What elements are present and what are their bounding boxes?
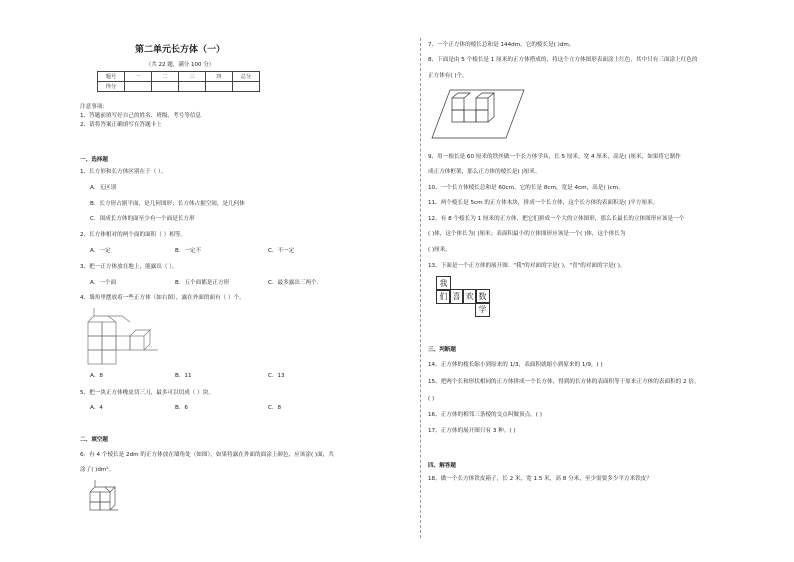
- score-table: [97, 71, 260, 92]
- section-heading: 一、选择题: [80, 157, 108, 163]
- column-divider: [420, 38, 421, 538]
- option-text: C．不一定: [268, 248, 295, 254]
- score-input-cell[interactable]: [179, 82, 206, 92]
- cube-plane-figure: [430, 86, 526, 140]
- question-text: 5、把一块正方体橡皮切三刀，最多可以切成（ ）块。: [80, 390, 214, 396]
- question-text: 10、一个长方体棱长总和是 60cm，它的长是 8cm，宽是 4cm，高是( )cm。: [428, 185, 624, 191]
- score-cell: 二: [152, 72, 179, 82]
- option-text: A．4: [90, 405, 103, 411]
- option-text: B．6: [175, 405, 188, 411]
- corner-cubes-figure: [86, 478, 120, 512]
- net-cell: 我: [436, 276, 451, 291]
- net-cell: 喜: [449, 289, 464, 304]
- option-text: B．五个面都是正方形: [175, 280, 230, 286]
- option-text: A．8: [90, 373, 103, 379]
- net-cell: 学: [475, 302, 490, 317]
- score-input-cell[interactable]: [206, 82, 233, 92]
- score-table-score-row: [98, 82, 260, 92]
- score-input-cell[interactable]: [233, 82, 260, 92]
- question-text: 3、把一正方体放在地上，能露出（ ）。: [80, 264, 178, 270]
- score-cell: 三: [179, 72, 206, 82]
- option-text: A．一个面: [90, 280, 117, 286]
- question-text: 8、下面是由 5 个棱长是 1 厘米的正方体搭成的，将这个立方体图形表面涂上红色，其中只有三面涂上红色的: [428, 57, 698, 63]
- question-text: 12、有 8 个棱长为 1 厘米的正方体，把它们拼成一个大的立体图形，那么长最长的立体图形应该是一个: [428, 216, 685, 222]
- score-table-header-row: [98, 72, 260, 82]
- question-text: 1、长方形和长方体区别在于（ ）。: [80, 169, 167, 175]
- question-text: 18、做一个长方体铁皮箱子，长 2 米，宽 1.5 米，高 8 分米，至少需要多少平方米铁皮？: [428, 476, 652, 482]
- question-text: 9、用一根长是 60 厘米的铁丝做一个长方体学具，长 5 厘米，宽 4 厘米，高是( )厘米，如果将它制作: [428, 154, 681, 160]
- net-cell: 们: [436, 289, 451, 304]
- note-item: 1、答题前填写好自己的姓名、班级、考号等信息: [80, 113, 202, 119]
- question-text: 16、正方体的相邻三条棱的交点叫做顶点。( ): [428, 412, 542, 418]
- question-text: ( ): [428, 396, 435, 402]
- question-text: 14、正方体的棱长缩小到原来的 1/3，表面积就缩小到原来的 1/9。( ): [428, 362, 603, 368]
- question-text: ( )体，这个体长为( )厘米；表面积最小的立体图形应该是一个( )体，这个体长为: [428, 231, 626, 237]
- option-text: B．11: [175, 373, 192, 379]
- question-text: 成正方体框架，那么正方体的棱长是( )厘米。: [428, 169, 541, 175]
- question-text: 15、把两个长和形状相同的正方体拼成一个长方体，得到的长方体的表面积等于原来正方体的表面积的 2 倍。: [428, 379, 700, 385]
- option-text: A．一定: [90, 248, 111, 254]
- option-text: A．无区别: [90, 185, 117, 191]
- cube-net-figure: [436, 276, 496, 321]
- question-text: 6、有 4 个棱长是 2dm 的正方体放在墙角处（如图），如果将露在外面的面涂上颜色，应该涂( )面，共: [80, 452, 334, 458]
- section-heading: 二、填空题: [80, 437, 108, 443]
- note-item: 2、请将答案正确填写在答题卡上: [80, 122, 162, 128]
- option-text: B．一定不: [175, 248, 202, 254]
- net-cell: 欢: [462, 289, 477, 304]
- question-text: 11、两个棱长是 5cm 的正方体木块，拼成一个长方体，这个长方体的表面积是( )平方厘米。: [428, 200, 659, 206]
- score-cell: 总分: [233, 72, 260, 82]
- option-text: B．长方形占据平面，是几何图形；长方体占据空间，是几何体: [90, 201, 245, 207]
- option-text: C．最多露出三两个．: [268, 280, 323, 286]
- question-text: 17、正方体的展开图只有 3 种。( ): [428, 428, 516, 434]
- page-title: 第二单元长方体（一）: [134, 45, 225, 55]
- option-text: C．围成长方体的面至少有一个面是长方形: [90, 216, 195, 222]
- score-input-cell[interactable]: [125, 82, 152, 92]
- score-cell: 得分: [98, 82, 125, 92]
- section-heading: 三、判断题: [428, 347, 456, 353]
- question-text: 7、一个正方体的棱长总和是 144dm，它的棱长是( )dm。: [428, 42, 575, 48]
- notes-heading: 注意事项：: [80, 104, 108, 110]
- question-text: 涂了( )dm²。: [80, 467, 115, 473]
- score-cell: 四: [206, 72, 233, 82]
- option-text: C．8: [268, 405, 282, 411]
- net-cell: 数: [475, 289, 490, 304]
- question-text: 2、长方体相对的两个面的面积（ ）相等。: [80, 232, 187, 238]
- question-text: 4、墙角里摆放着一些正方体（如右图），露在外面的面有（ ）个。: [80, 295, 245, 301]
- cube-stack-figure: [84, 306, 162, 366]
- score-cell: 题号: [98, 72, 125, 82]
- score-input-cell[interactable]: [152, 82, 179, 92]
- option-text: C．13: [268, 373, 285, 379]
- page-subtitle: （共 22 题，满分 100 分）: [145, 62, 215, 68]
- question-text: 13、下面是一个正方体的展开图．"我"的对面的字是( )，"喜"的对面的字是( )。: [428, 263, 626, 269]
- question-text: 正方体有( )个。: [428, 73, 468, 79]
- section-heading: 四、解答题: [428, 463, 456, 469]
- question-text: ( )厘米。: [428, 247, 451, 253]
- score-cell: 一: [125, 72, 152, 82]
